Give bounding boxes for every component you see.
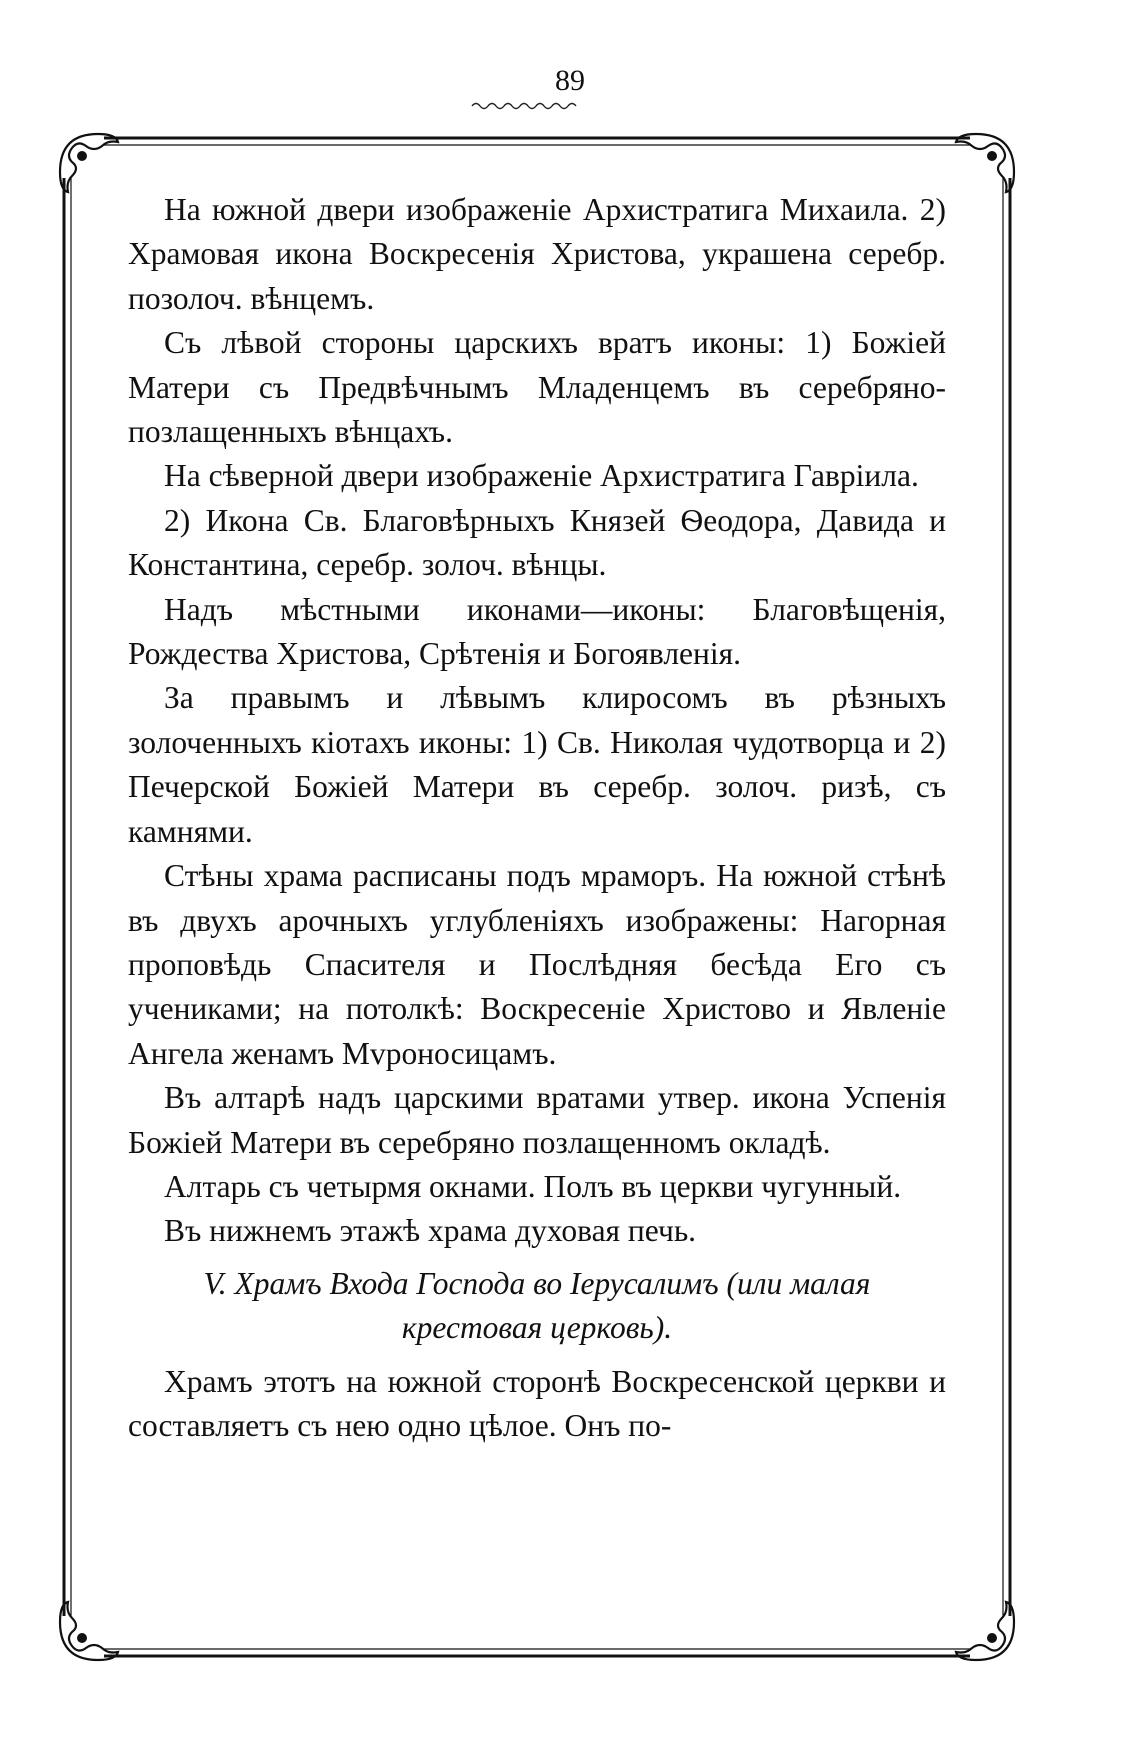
paragraph: Стѣны храма расписаны подъ мраморъ. На южной стѣнѣ въ двухъ арочныхъ углубленіяхъ изображены: Нагорная проповѣдь Спасителя и Послѣдняя бесѣда Его съ учениками; на потолкѣ: Воскресеніе Христово и Явленіе Ангела женамъ Мvроносицамъ. (128, 858, 946, 1071)
section-heading (128, 1262, 946, 1350)
paragraph: За правымъ и лѣвымъ клиросомъ въ рѣзныхъ золоченныхъ кіотахъ иконы: 1) Св. Николая чудотворца и 2) Печерской Божіей Матери въ серебр. золоч. ризѣ, съ камнями. (128, 680, 946, 849)
paragraph: Въ алтарѣ надъ царскими вратами утвер. икона Успенія Божіей Матери въ серебряно позлащенномъ окладѣ. (128, 1080, 946, 1160)
section-paragraph: Храмъ этотъ на южной сторонѣ Воскресенской церкви и составляетъ съ нею одно цѣлое. Онъ по- (128, 1363, 946, 1444)
page-number-ornament (470, 100, 580, 112)
section-heading-line: V. Храмъ Входа Господа во Іерусалимъ (или малая (203, 1265, 871, 1301)
paragraph: Съ лѣвой стороны царскихъ вратъ иконы: 1) Божіей Матери съ Предвѣчнымъ Младенцемъ въ серебряно-позлащенныхъ вѣнцахъ. (128, 325, 946, 450)
section-heading-line: крестовая церковь). (401, 1309, 673, 1345)
paragraph: 2) Икона Св. Благовѣрныхъ Князей Ѳеодора, Давида и Константина, серебр. золоч. вѣнцы. (128, 502, 946, 583)
paragraph: Въ нижнемъ этажѣ храма духовая печь. (164, 1213, 697, 1249)
paragraph: На сѣверной двери изображеніе Архистратига Гавріила. (164, 458, 919, 494)
paragraph: Алтарь съ четырмя окнами. Полъ въ церкви чугунный. (164, 1168, 902, 1204)
page-number: 89 (555, 64, 585, 97)
paragraph: Надъ мѣстными иконами—иконы: Благовѣщенія, Рождества Христова, Срѣтенія и Богоявленія. (128, 591, 946, 672)
paragraph: На южной двери изображеніе Архистратига Михаила. 2) Храмовая икона Воскресенія Христова, украшена серебр. позолоч. вѣнцемъ. (128, 192, 946, 316)
body-text (128, 188, 946, 1449)
